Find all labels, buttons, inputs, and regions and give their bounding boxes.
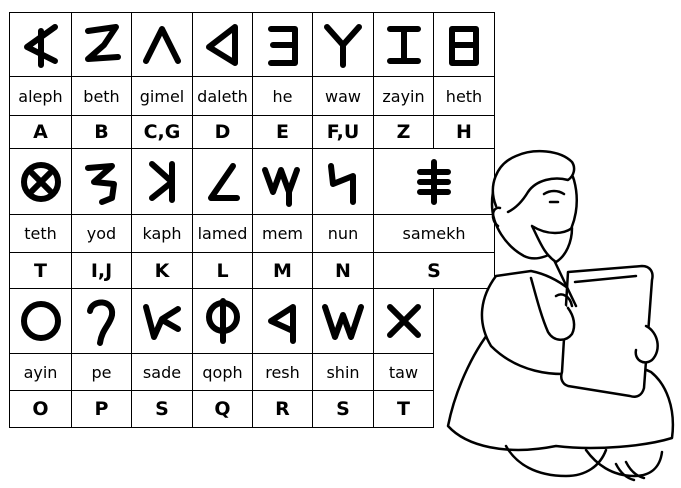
letter-name-teth: teth <box>9 214 72 253</box>
latin-equivalent: D <box>192 115 253 149</box>
glyph-shin-icon <box>312 288 374 354</box>
latin-equivalent: P <box>71 390 132 428</box>
latin-equivalent: K <box>131 252 193 289</box>
latin-equivalent: T <box>373 390 434 428</box>
letter-name-he: he <box>252 76 313 116</box>
glyph-taw-icon <box>373 288 434 354</box>
latin-equivalent: M <box>252 252 313 289</box>
letter-name-sade: sade <box>131 353 193 391</box>
letter-name-qoph: qoph <box>192 353 253 391</box>
scribe-writing-on-tablet-icon <box>436 146 681 488</box>
latin-equivalent: R <box>252 390 313 428</box>
glyph-beth-icon <box>71 12 132 77</box>
glyph-qoph-icon <box>192 288 253 354</box>
glyph-ayin-icon <box>9 288 72 354</box>
letter-name-pe: pe <box>71 353 132 391</box>
latin-equivalent: C,G <box>131 115 193 149</box>
letter-name-mem: mem <box>252 214 313 253</box>
letter-name-lamed: lamed <box>192 214 253 253</box>
letter-name-gimel: gimel <box>131 76 193 116</box>
glyph-daleth-icon <box>192 12 253 77</box>
glyph-he-icon <box>252 12 313 77</box>
glyph-teth-icon <box>9 148 72 215</box>
glyph-yod-icon <box>71 148 132 215</box>
letter-name-heth: heth <box>433 76 495 116</box>
latin-equivalent: Q <box>192 390 253 428</box>
glyph-pe-icon <box>71 288 132 354</box>
letter-name-resh: resh <box>252 353 313 391</box>
letter-name-ayin: ayin <box>9 353 72 391</box>
latin-equivalent: S <box>312 390 374 428</box>
glyph-kaph-icon <box>131 148 193 215</box>
letter-name-aleph: aleph <box>9 76 72 116</box>
glyph-gimel-icon <box>131 12 193 77</box>
latin-equivalent: S <box>131 390 193 428</box>
glyph-heth-icon <box>433 12 495 77</box>
glyph-waw-icon <box>312 12 374 77</box>
letter-name-zayin: zayin <box>373 76 434 116</box>
glyph-mem-icon <box>252 148 313 215</box>
latin-equivalent: T <box>9 252 72 289</box>
letter-name-daleth: daleth <box>192 76 253 116</box>
latin-equivalent: I,J <box>71 252 132 289</box>
letter-name-yod: yod <box>71 214 132 253</box>
latin-equivalent: B <box>71 115 132 149</box>
glyph-aleph-icon <box>9 12 72 77</box>
letter-name-beth: beth <box>71 76 132 116</box>
letter-name-kaph: kaph <box>131 214 193 253</box>
glyph-zayin-icon <box>373 12 434 77</box>
letter-name-shin: shin <box>312 353 374 391</box>
letter-name-nun: nun <box>312 214 374 253</box>
letter-name-samekh: samekh <box>373 214 495 253</box>
latin-equivalent: O <box>9 390 72 428</box>
glyph-resh-icon <box>252 288 313 354</box>
latin-equivalent: A <box>9 115 72 149</box>
letter-name-waw: waw <box>312 76 374 116</box>
latin-equivalent: N <box>312 252 374 289</box>
latin-equivalent: E <box>252 115 313 149</box>
glyph-nun-icon <box>312 148 374 215</box>
letter-name-taw: taw <box>373 353 434 391</box>
latin-equivalent: S <box>373 252 495 289</box>
latin-equivalent: F,U <box>312 115 374 149</box>
latin-equivalent: Z <box>373 115 434 149</box>
glyph-lamed-icon <box>192 148 253 215</box>
glyph-sade-icon <box>131 288 193 354</box>
latin-equivalent: L <box>192 252 253 289</box>
latin-equivalent: H <box>433 115 495 149</box>
